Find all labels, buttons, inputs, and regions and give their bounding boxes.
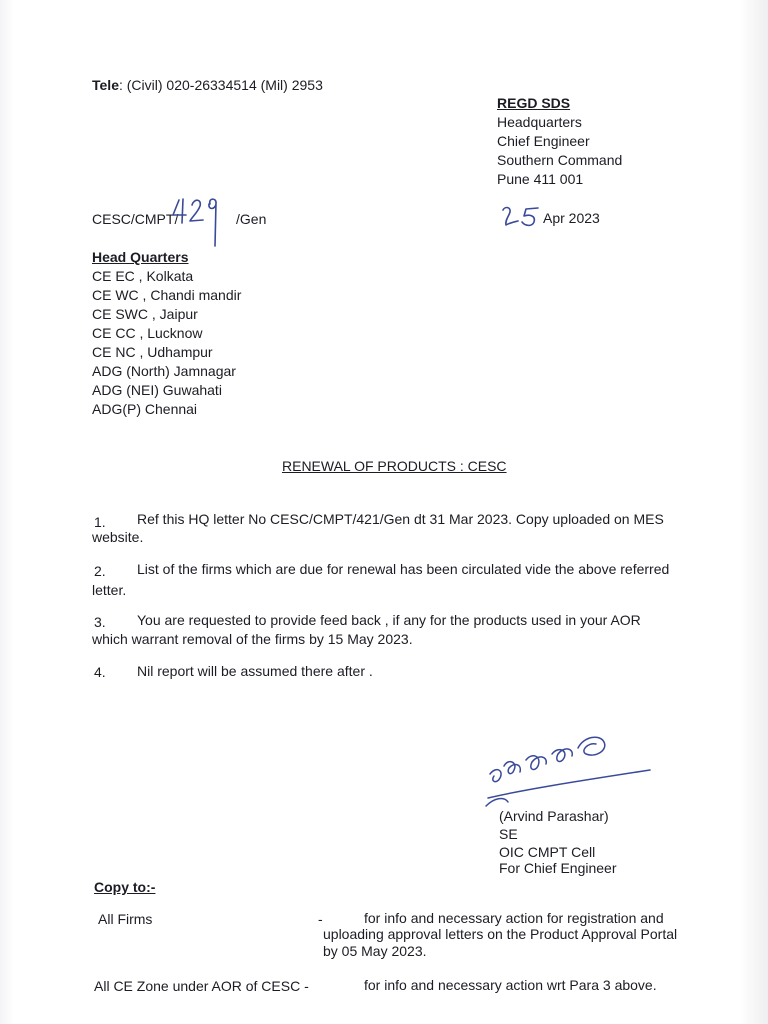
addressee-item: CE EC , Kolkata [92,268,194,284]
signatory-name: (Arvind Parashar) [499,808,609,824]
sender-line-2: Chief Engineer [497,133,590,149]
para-number: 2. [94,563,106,579]
copy-purpose-line-1: for info and necessary action for registration and [364,910,664,926]
addressee-item: CE NC , Udhampur [92,344,213,360]
addressees-heading: Head Quarters [92,249,189,265]
para-2-line-2: letter. [92,582,127,598]
regd-sds: REGD SDS [497,95,571,111]
copy-recipient-ce-zone: All CE Zone under AOR of CESC - [94,978,309,994]
para-4-line-1: Nil report will be assumed there after . [137,663,373,679]
para-number: 1. [94,514,106,530]
addressee-item: ADG (NEI) Guwahati [92,382,222,398]
reference-number [92,210,178,229]
para-1-line-1: Ref this HQ letter No CESC/CMPT/421/Gen dt 31 Mar 2023. Copy uploaded on MES [137,511,664,527]
sender-line-3: Southern Command [497,152,623,168]
handwritten-date-day [500,204,544,230]
para-3-line-2: which warrant removal of the firms by 15 May 2023. [92,631,413,647]
copy-purpose-line-2: uploading approval letters on the Product Approval Portal [323,926,678,942]
signatory-for: For Chief Engineer [499,860,617,876]
copy-purpose-line-3: by 05 May 2023. [323,943,427,959]
addressee-item: CE WC , Chandi mandir [92,287,242,303]
subject-heading: RENEWAL OF PRODUCTS : CESC [282,458,507,474]
tele-line [92,76,323,95]
para-3-line-1: You are requested to provide feed back , if any for the products used in your AOR [137,612,641,628]
signatory-appointment: OIC CMPT Cell [499,844,596,860]
reference-prefix: CESC/CMPT/ [92,211,179,227]
addressee-item: CE SWC , Jaipur [92,306,198,322]
copy-to-heading: Copy to:- [94,879,156,895]
para-number: 3. [94,614,106,630]
signatory-rank: SE [499,826,518,842]
tele-value: : (Civil) 020-26334514 (Mil) 2953 [118,77,323,93]
addressee-item: ADG(P) Chennai [92,401,198,417]
para-2-line-1: List of the firms which are due for renewal has been circulated vide the above referred [137,561,670,577]
para-number: 4. [94,664,106,680]
handwritten-reference-number [170,190,236,248]
addressee-item: ADG (North) Jamnagar [92,363,236,379]
sender-line-1: Headquarters [497,114,582,130]
copy-purpose-ce-zone: for info and necessary action wrt Para 3 above. [364,977,657,993]
sender-line-4: Pune 411 001 [497,171,584,187]
date-text: Apr 2023 [543,210,600,226]
reference-suffix: /Gen [236,211,267,227]
copy-dash: - [318,911,323,927]
tele-label: Tele [92,77,119,93]
copy-recipient-all-firms: All Firms [98,911,153,927]
addressee-item: CE CC , Lucknow [92,325,203,341]
para-1-line-2: website. [92,529,144,545]
